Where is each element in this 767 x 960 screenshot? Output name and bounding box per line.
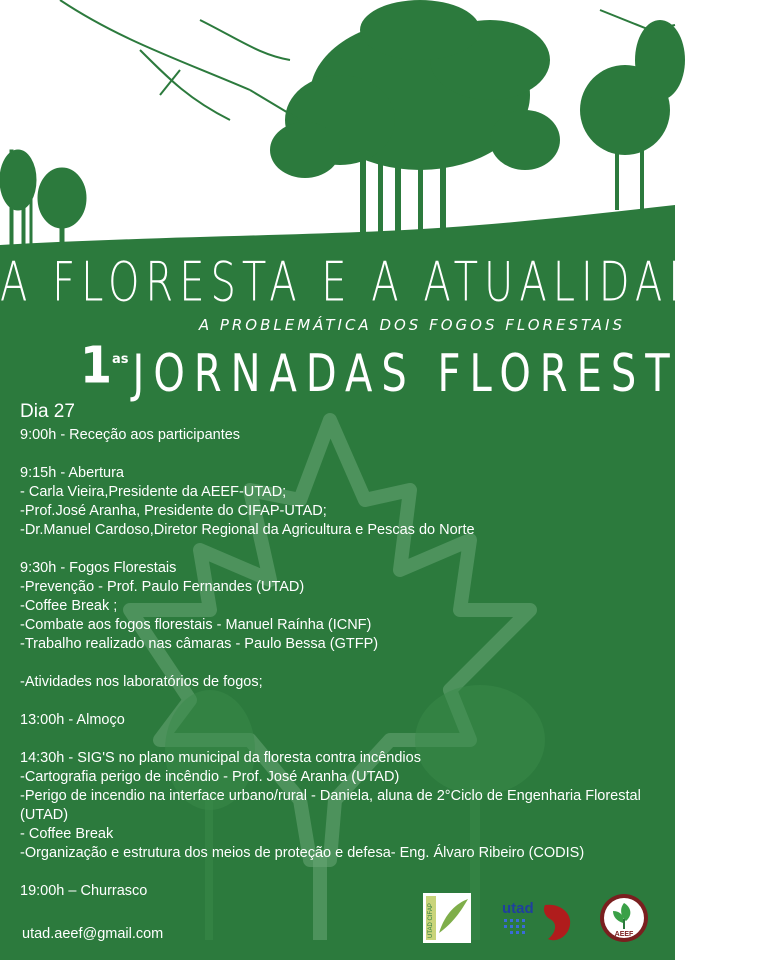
utad-logo-icon [500,895,580,945]
schedule [20,400,660,901]
schedule-line: -Combate aos fogos florestais - Manuel Raínha (ICNF) [20,617,372,633]
schedule-gap [20,445,660,464]
schedule-line: 9:00h - Receção aos participantes [20,427,241,443]
schedule-line: -Perigo de incendio na interface urbano/rural - Daniela, aluna de 2°Ciclo de Engenharia Florestal (UTAD) [20,788,641,823]
schedule-line: -Organização e estrutura dos meios de proteção e defesa- Eng. Álvaro Ribeiro (CODIS) [20,845,585,861]
schedule-line: 9:30h - Fogos Florestais [20,560,177,576]
forest-silhouette-header [0,0,675,260]
schedule-gap [20,730,660,749]
schedule-gap [20,654,660,673]
utad-logo-text: utad [502,900,534,917]
schedule-line: -Coffee Break ; [20,598,118,614]
aeef-logo-text: AEEF [614,931,634,938]
cifap-logo-icon [423,893,471,943]
schedule-line: -Prevenção - Prof. Paulo Fernandes (UTAD) [20,579,305,595]
schedule-line: 9:15h - Abertura [20,465,124,481]
schedule-line: 14:30h - SIG'S no plano municipal da floresta contra incêndios [20,750,421,766]
aeef-logo-icon [599,893,649,943]
schedule-line: 19:00h – Churrasco [20,883,148,899]
schedule-line: -Trabalho realizado nas câmaras - Paulo Bessa (GTFP) [20,636,379,652]
event-title [80,335,767,404]
schedule-line: -Atividades nos laboratórios de fogos; [20,674,263,690]
schedule-line: 13:00h - Almoço [20,712,125,728]
schedule-gap [20,540,660,559]
poster-subtitle: A PROBLEMÁTICA DOS FOGOS FLORESTAIS [198,316,625,334]
schedule-line: - Carla Vieira,Presidente da AEEF-UTAD; [20,484,287,500]
schedule-line: -Prof.José Aranha, Presidente do CIFAP-UTAD; [20,503,327,519]
schedule-line: -Dr.Manuel Cardoso,Diretor Regional da Agricultura e Pescas do Norte [20,522,475,538]
poster-title: A FLORESTA E A ATUALIDADE [0,252,737,315]
contact-email[interactable]: utad.aeef@gmail.com [22,926,164,942]
schedule-line: -Cartografia perigo de incêndio - Prof. José Aranha (UTAD) [20,769,400,785]
event-name: JORNADAS FLORESTAIS [132,344,767,404]
edition-number: 1 [80,335,113,395]
schedule-day: Dia 27 [20,401,75,422]
schedule-gap [20,863,660,882]
schedule-line: - Coffee Break [20,826,114,842]
cifap-logo-text: UTAD CIFAP [428,903,434,938]
edition-suffix: as [112,352,129,367]
schedule-gap [20,692,660,711]
